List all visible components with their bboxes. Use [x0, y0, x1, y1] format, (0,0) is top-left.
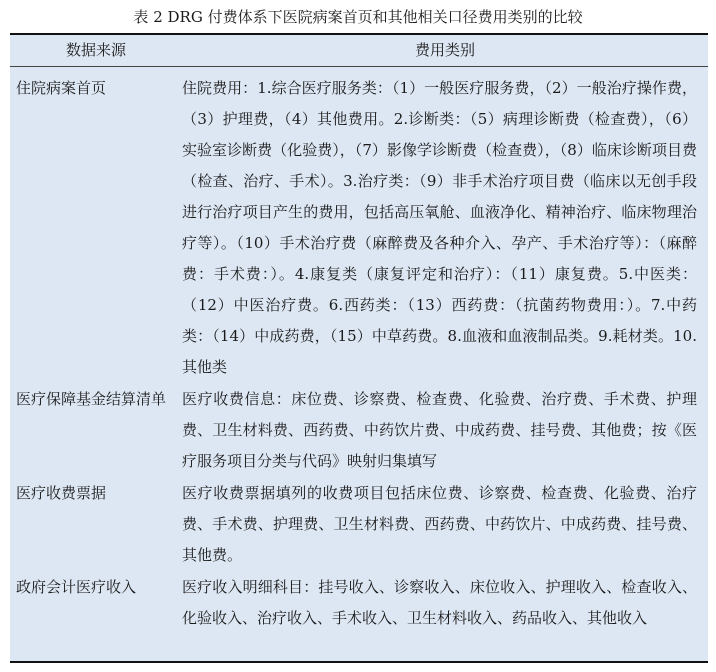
row-source: 医疗保障基金结算清单	[16, 390, 167, 408]
row-source: 政府会计医疗收入	[16, 578, 137, 596]
row-category: 住院费用：1.综合医疗服务类：（1）一般医疗服务费，（2）一般治疗操作费，（3）护理费，（4）其他费用。2.诊断类：（5）病理诊断费（检查费），（6）实验室诊断费（化验费），（7）影像学诊断费（检查费），（8）临床诊断项目费（检查、治疗、手术）。3.治疗类：（9）非手术治疗项目费（临床以无创手段进行治疗项目产生的费用，包括高压氧舱、血液净化、精神治疗、临床物理治疗等）。（10）手术治疗费（麻醉费及各种介入、孕产、手术治疗等）：（麻醉费：手术费：）。4.康复类（康复评定和治疗）：（11）康复费。5.中医类：（12）中医治疗费。6.西药类：（13）西药费：（抗菌药物费用：）。7.中药类：（14）中成药费，（15）中草药费。8.血液和血液制品类。9.耗材类。10.其他类	[182, 79, 697, 376]
table-caption: 表 2 DRG 付费体系下医院病案首页和其他相关口径费用类别的比较	[133, 8, 583, 26]
table-header	[10, 35, 708, 67]
header-data-source: 数据来源	[65, 41, 126, 59]
comparison-table	[10, 33, 708, 663]
row-category: 医疗收入明细科目：挂号收入、诊察收入、床位收入、护理收入、检查收入、化验收入、治疗收入、手术收入、卫生材料收入、药品收入、其他收入	[182, 578, 697, 627]
row-source: 住院病案首页	[16, 79, 107, 97]
row-category: 医疗收费票据填列的收费项目包括床位费、诊察费、检查费、化验费、治疗费、手术费、护理费、卫生材料费、西药费、中药饮片、中成药费、挂号费、其他费。	[182, 484, 697, 564]
row-category: 医疗收费信息：床位费、诊察费、检查费、化验费、治疗费、手术费、护理费、卫生材料费、西药费、中药饮片费、中成药费、挂号费、其他费；按《医疗服务项目分类与代码》映射归集填写	[182, 390, 697, 470]
row-source: 医疗收费票据	[16, 484, 107, 502]
header-fee-category: 费用类别	[414, 41, 475, 59]
